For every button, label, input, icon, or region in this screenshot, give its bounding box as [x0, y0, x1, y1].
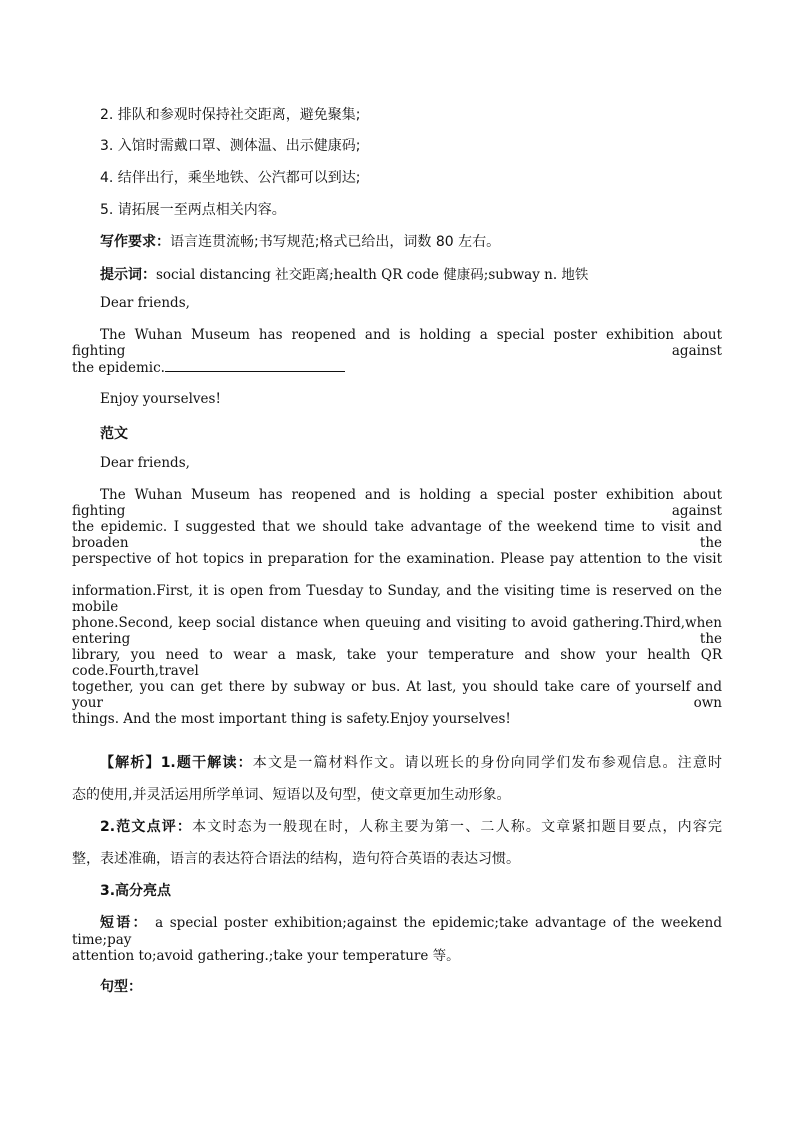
sample-line: information.First, it is open from Tuesday to Sunday, and the visiting time is reserved on the mobile — [72, 583, 722, 615]
sample-line: things. And the most important thing is safety.Enjoy yourselves! — [72, 711, 511, 727]
analysis-interpretation-label: 【解析】1.题干解读： — [100, 755, 253, 771]
sample-line: perspective of hot topics in preparation for the examination. Please pay attention to the visit — [72, 551, 722, 567]
writing-requirement — [100, 231, 500, 251]
answer-blank — [165, 359, 345, 372]
phrases — [72, 912, 722, 948]
prompt-line-2 — [72, 359, 345, 376]
analysis-interpretation-text: 本文是一篇材料作文。请以班长的身份向同学们发布参观信息。注意时 — [252, 755, 722, 771]
hint-text: social distancing 社交距离;health QR code 健康码;subway n. 地铁 — [156, 267, 589, 283]
sample-greeting: Dear friends, — [100, 455, 190, 471]
requirement-4: 4. 结伴出行，乘坐地铁、公汽都可以到达; — [100, 170, 361, 186]
sample-line: library, you need to wear a mask, take your temperature and show your health QR code.Fourth,travel — [72, 647, 722, 679]
writing-requirement-text: 语言连贯流畅;书写规范;格式已给出，词数 80 左右。 — [170, 234, 501, 250]
sample-line: together, you can get there by subway or bus. At last, you should take care of yourself and your own — [72, 679, 722, 711]
sample-heading: 范文 — [100, 426, 128, 442]
sample-line: The Wuhan Museum has reopened and is holding a special poster exhibition about fighting against — [72, 487, 722, 519]
phrases-text: a special poster exhibition;against the epidemic;take advantage of the weekend time;pay — [72, 915, 723, 948]
prompt-line-1: The Wuhan Museum has reopened and is holding a special poster exhibition about fighting against — [72, 327, 722, 359]
analysis-interpretation-cont: 态的使用,并灵活运用所学单词、短语以及句型，使文章更加生动形象。 — [72, 787, 511, 803]
hint-label: 提示词： — [100, 267, 156, 283]
sample-line: the epidemic. I suggested that we should take advantage of the weekend time to visit and broaden the — [72, 519, 722, 551]
requirement-3: 3. 入馆时需戴口罩、测体温、出示健康码; — [100, 138, 361, 154]
phrases-label: 短语： — [100, 915, 149, 931]
hint-words — [100, 263, 588, 284]
writing-requirement-label: 写作要求： — [100, 234, 170, 250]
prompt-line-2-text: the epidemic. — [72, 360, 165, 376]
prompt-closing: Enjoy yourselves! — [100, 391, 221, 407]
analysis-comment-cont: 整，表述准确，语言的表达符合语法的结构，造句符合英语的表达习惯。 — [72, 851, 520, 867]
phrases-cont: attention to;avoid gathering.;take your temperature 等。 — [72, 948, 460, 964]
highlights-heading: 3.高分亮点 — [100, 883, 172, 899]
prompt-greeting: Dear friends, — [100, 295, 190, 311]
analysis-comment-text: 本文时态为一般现在时，人称主要为第一、二人称。文章紧扣题目要点，内容完 — [192, 819, 723, 835]
sentence-patterns-heading: 句型： — [100, 979, 142, 995]
analysis-comment-label: 2.范文点评： — [100, 819, 193, 835]
analysis-interpretation — [72, 752, 722, 772]
requirement-2: 2. 排队和参观时保持社交距离，避免聚集; — [100, 107, 361, 123]
requirement-5: 5. 请拓展一至两点相关内容。 — [100, 202, 286, 218]
analysis-comment — [72, 816, 722, 836]
sample-line: phone.Second, keep social distance when queuing and visiting to avoid gathering.Third,when entering the — [72, 615, 722, 647]
